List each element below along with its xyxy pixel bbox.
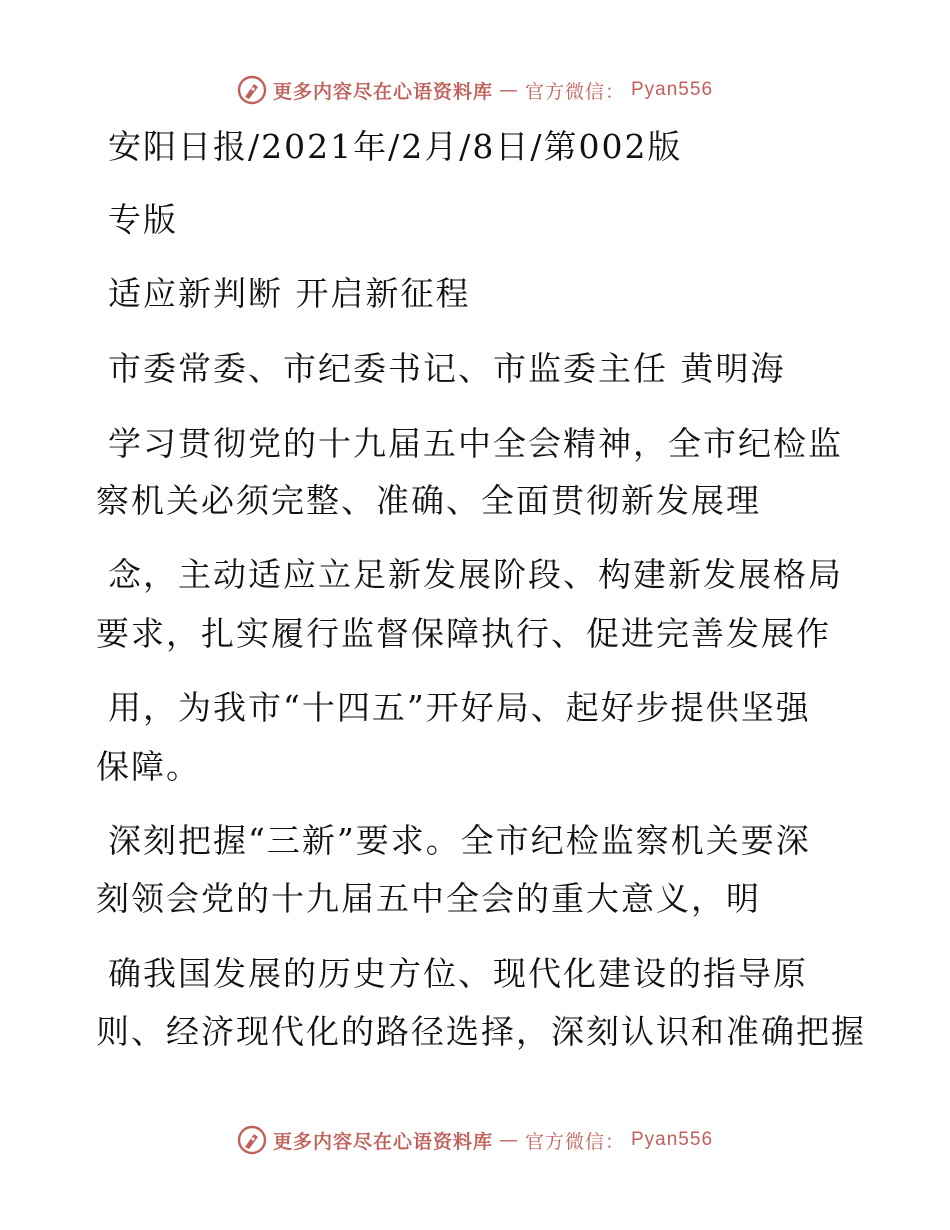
article-title: 适应新判断 开启新征程 xyxy=(108,274,471,313)
banner-dash: — xyxy=(498,1129,519,1151)
body-line: 则、经济现代化的路径选择，深刻认识和准确把握 xyxy=(96,1012,866,1051)
wechat-label: 官方微信： xyxy=(524,80,625,103)
body-line: 念，主动适应立足新发展阶段、构建新发展格局 xyxy=(108,555,843,594)
body-line: 保障。 xyxy=(96,747,201,786)
banner-dash: — xyxy=(498,79,519,101)
body-line: 察机关必须完整、准确、全面贯彻新发展理 xyxy=(96,481,761,520)
publication-line: 安阳日报/2021年/2月/8日/第002版 xyxy=(108,127,683,166)
wechat-label: 官方微信： xyxy=(524,1130,625,1153)
body-line: 深刻把握“三新”要求。全市纪检监察机关要深 xyxy=(108,821,811,860)
pen-nib-logo-icon xyxy=(237,75,267,105)
section-label: 专版 xyxy=(108,200,178,239)
body-line: 学习贯彻党的十九届五中全会精神，全市纪检监 xyxy=(108,424,843,463)
wechat-id: Pyan556 xyxy=(631,1129,714,1150)
footer-banner xyxy=(0,1120,950,1160)
banner-text: 更多内容尽在心语资料库 xyxy=(272,1130,493,1153)
header-banner xyxy=(0,70,950,110)
body-line: 要求，扎实履行监督保障执行、促进完善发展作 xyxy=(96,614,831,653)
banner-text: 更多内容尽在心语资料库 xyxy=(272,80,493,103)
author-line: 市委常委、市纪委书记、市监委主任 黄明海 xyxy=(108,349,786,388)
pen-nib-logo-icon xyxy=(237,1125,267,1155)
body-line: 用，为我市“十四五”开好局、起好步提供坚强 xyxy=(108,688,811,727)
body-line: 刻领会党的十九届五中全会的重大意义，明 xyxy=(96,879,761,918)
body-line: 确我国发展的历史方位、现代化建设的指导原 xyxy=(108,954,808,993)
wechat-id: Pyan556 xyxy=(631,79,714,100)
